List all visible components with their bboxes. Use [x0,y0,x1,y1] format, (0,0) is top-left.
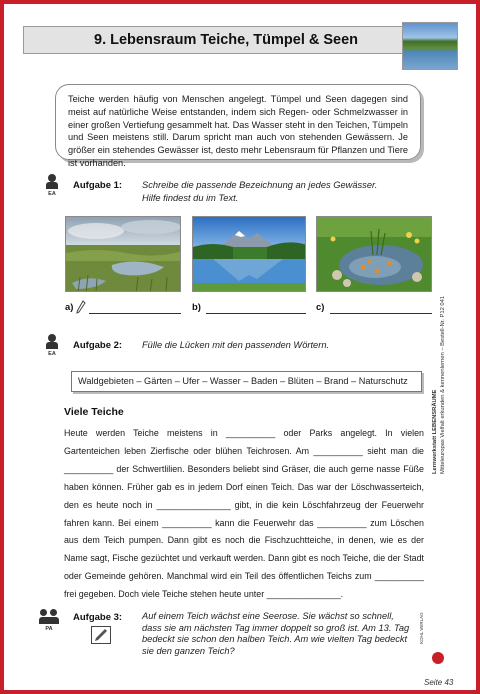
answer-b-line[interactable] [206,313,306,314]
side-line1: Lernwerkstatt LEBENSRÄUME [432,389,438,474]
garden-pond-photo [316,216,432,292]
publisher-name: KOHL VERLAG [419,612,424,644]
writing-icon [91,626,111,644]
side-line2: Mitteleuropas Vielfalt erkunden & kennenlernen – Bestell-Nr. P12 041 [439,295,446,474]
icon-tag: EA [48,191,56,197]
cloze-text: Heute werden Teiche meistens in __________ oder Parks angelegt. In vielen Gartenteichen leben Zierfische oder blühen Teichrosen. Am __________ sieht man die __________ der Schwertlilien. Besonders beliebt sind Gräser, die auch gerne nasse Füße haben können. Früher gab es in jedem Dorf einen Teich. Das war der Löschwasserteich, den es heute noch in _______________ gibt, in die kein Löschfahrzeug der Feuerwehr fahren kann. Bei einem __________ kann die Feuerwehr das __________ zum Löschen aus dem Teich pumpen. Dann gibt es noch die Fischzuchtteiche, in denen, wie es der Name sagt, Fische gezüchtet und verkauft werden. Dann gibt es noch Teiche, die der Stadt oder Gemeinde gehören. Manchmal wird ein Teil des öffentlichen Teichs zum __________ frei gegeben. Doch viele Teiche stehen heute unter _______________. [64,428,424,600]
answer-c-label: c) [316,302,325,313]
wetland-photo [65,216,181,292]
publisher-logo-icon [432,652,444,664]
answer-a-line[interactable] [89,313,181,314]
task3-label: Aufgabe 3: [73,612,123,623]
page-title: 9. Lebensraum Teiche, Tümpel & Seen [94,32,359,48]
answer-c [316,300,432,316]
task1-label: Aufgabe 1: [73,180,123,191]
worksheet-page [4,4,476,690]
side-publisher-text [432,274,460,474]
answer-a [65,300,181,316]
task2-label: Aufgabe 2: [73,340,123,351]
title-bar [23,26,405,54]
answer-b-label: b) [192,302,201,313]
task2-instruction: Fülle die Lücken mit den passenden Wörtern. [142,340,330,350]
pencil-icon [76,300,86,314]
partner-work-icon [38,609,60,635]
single-work-icon [43,174,61,200]
section-title: Viele Teiche [64,406,124,418]
icon-tag: PA [45,626,53,632]
answer-a-label: a) [65,302,74,313]
word-bank: Waldgebieten – Gärten – Ufer – Wasser – Baden – Blüten – Brand – Naturschutz [71,371,422,392]
task1-instruction-line2: Hilfe findest du im Text. [142,192,239,203]
single-work-icon [43,334,61,360]
task1-instruction-line1: Schreibe die passende Bezeichnung an jedes Gewässer. [142,180,378,190]
intro-text-box [55,84,421,168]
task1-instruction [142,179,377,204]
answer-c-line[interactable] [330,313,432,314]
mountain-lake-photo [192,216,306,292]
page-number: Seite 43 [424,678,454,687]
answer-b [192,300,306,316]
task3-instruction: Auf einem Teich wächst eine Seerose. Sie wächst so schnell, dass sie am nächsten Tag immer doppelt so groß ist. Am 13. Tag bedeckt sie schon den halben Teich. Am wie vielten Tag bedeckt sie den ganzen Teich? [142,611,410,656]
icon-tag: EA [48,351,56,357]
intro-text: Teiche werden häufig von Menschen angelegt. Tümpel und Seen dagegen sind meist auf natürliche Weise entstanden, indem sich Regen- oder Schmelzwasser in einer großen Vertiefung gesammelt hat. Das Wasser steht in den Teichen, Tümpeln und Seen meistens still. Darum spricht man auch von stehenden Gewässern. Je größer ein stehendes Gewässer ist, desto mehr Lebensraum für Pflanzen und Tiere ist vorhanden. [68,94,408,168]
lake-thumbnail-image [402,22,458,70]
